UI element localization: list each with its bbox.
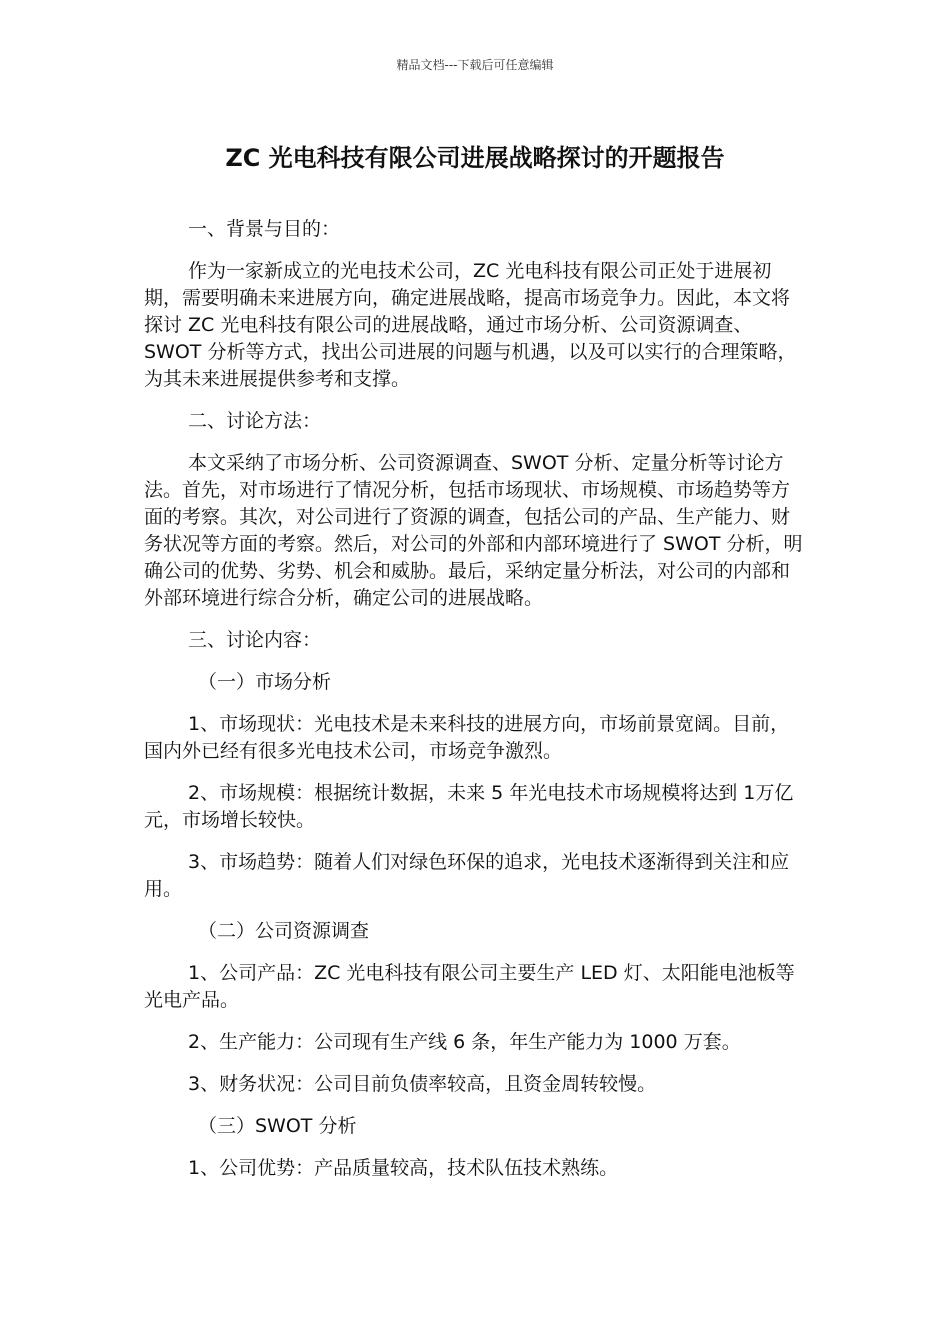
subsection-heading-resources: （二）公司资源调查 — [198, 920, 370, 942]
list-item-resource-2: 2、生产能力：公司现有生产线 6 条，年生产能力为 1000 万套。 — [188, 1031, 741, 1053]
section-heading-method: 二、讨论方法： — [188, 410, 322, 432]
subsection-heading-swot: （三）SWOT 分析 — [198, 1115, 357, 1137]
list-item-resource-3: 3、财务状况：公司目前负债率较高，且资金周转较慢。 — [188, 1073, 657, 1095]
header-note: 精品文档---下载后可任意编辑 — [396, 58, 554, 72]
section-heading-background: 一、背景与目的： — [188, 218, 341, 240]
list-item-swot-1: 1、公司优势：产品质量较高，技术队伍技术熟练。 — [188, 1157, 619, 1179]
document-body — [144, 216, 806, 1197]
list-item-resource-1: 1、公司产品：ZC 光电科技有限公司主要生产 LED 灯、太阳能电池板等光电产品。 — [144, 962, 795, 1011]
subsection-heading-market: （一）市场分析 — [198, 671, 332, 693]
paragraph-background: 作为一家新成立的光电技术公司，ZC 光电科技有限公司正处于进展初期，需要明确未来进展方向，确定进展战略，提高市场竞争力。因此，本文将探讨 ZC 光电科技有限公司的进展战略，通过市场分析、公司资源调查、SWOT 分析等方式，找出公司进展的问题与机遇，以及可以实行的合理策略，为其未来进展提供参考和支撑。 — [144, 260, 797, 390]
section-heading-content: 三、讨论内容： — [188, 629, 322, 651]
document-title: ZC 光电科技有限公司进展战略探讨的开题报告 — [225, 144, 725, 172]
list-item-market-3: 3、市场趋势：随着人们对绿色环保的追求，光电技术逐渐得到关注和应用。 — [144, 851, 790, 900]
list-item-market-2: 2、市场规模：根据统计数据，未来 5 年光电技术市场规模将达到 1万亿元，市场增长较快。 — [144, 782, 794, 831]
paragraph-method: 本文采纳了市场分析、公司资源调查、SWOT 分析、定量分析等讨论方法。首先，对市场进行了情况分析，包括市场现状、市场规模、市场趋势等方面的考察。其次，对公司进行了资源的调查，包括公司的产品、生产能力、财务状况等方面的考察。然后，对公司的外部和内部环境进行了 SWOT 分析，明确公司的优势、劣势、机会和威胁。最后，采纳定量分析法，对公司的内部和外部环境进行综合分析，确定公司的进展战略。 — [144, 452, 803, 609]
list-item-market-1: 1、市场现状：光电技术是未来科技的进展方向，市场前景宽阔。目前，国内外已经有很多光电技术公司，市场竞争激烈。 — [144, 713, 790, 762]
